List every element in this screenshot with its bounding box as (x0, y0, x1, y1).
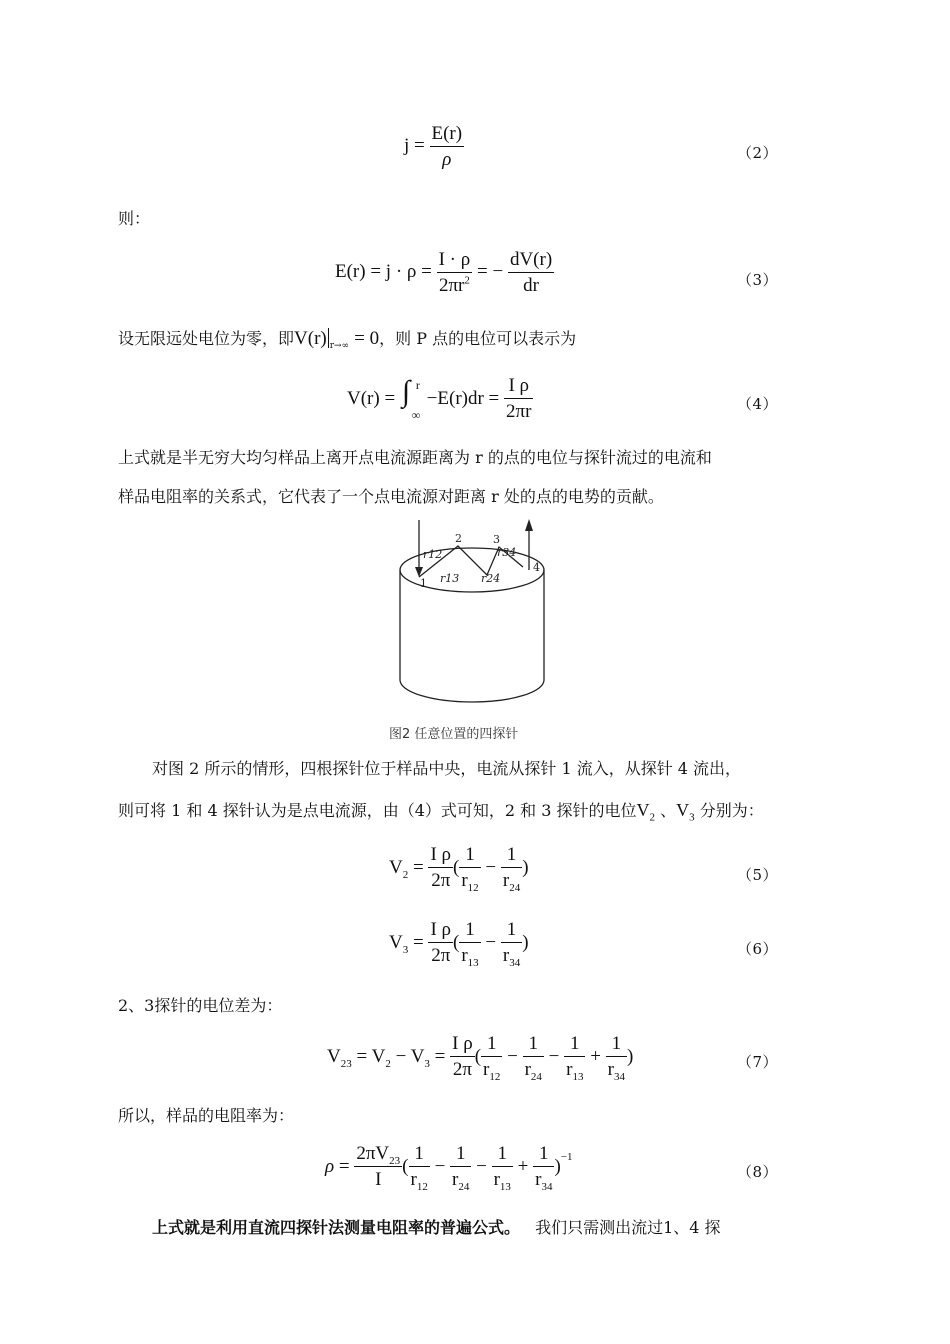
eq2-numerator: E(r) (431, 123, 463, 144)
eq3-number: （3） (737, 271, 779, 289)
label-probe-1: 1 (420, 577, 427, 590)
eq3-lhs: E(r) = j · ρ = (335, 260, 432, 282)
equation-7: $V_{23} = V_2 - V_3$ = $\frac{\text{I ρ}}{2\pi}$ ( $\frac{1}{r_{12}}$ − $\frac{1}{r_{24}}$ − $\frac{1}{r_{13}}$ + $\frac{1}{r_{34}}$ ) (327, 1033, 634, 1083)
label-probe-2: 2 (455, 532, 462, 545)
eq2-fraction (430, 124, 465, 169)
last-normal-text: 我们只需测出流过1、4 探 (535, 1218, 721, 1237)
eq2-lhs: j = (404, 134, 425, 156)
equation-8: ρ = $\frac{2\pi V_{23}}{I}$ ( $\frac{1}{r_{12}}$ − $\frac{1}{r_{24}}$ − $\frac{1}{r_{13}}$ + $\frac{1}{r_{34}}$ )$^{-1}$ (325, 1143, 573, 1193)
label-probe-4: 4 (533, 561, 540, 574)
eq3-f2-numerator: dV(r) (509, 249, 553, 270)
paragraph-fig-line1: 对图 2 所示的情形，四根探针位于样品中央，电流从探针 1 流入，从探针 4 流出， (152, 759, 742, 778)
paragraph-resistivity: 所以，样品的电阻率为： (118, 1106, 295, 1125)
four-probe-figure (395, 515, 550, 715)
equation-3 (335, 250, 554, 295)
eq2-number: （2） (737, 144, 779, 162)
equation-4 (347, 376, 533, 421)
eq4-number: （4） (737, 395, 779, 413)
p-inf-math: V(r) (294, 328, 327, 349)
p-inf-sub: r→∞ (329, 341, 350, 352)
eq4-numerator: I ρ (508, 375, 530, 396)
label-r13: r13 (440, 572, 460, 585)
paragraph-fig-line2: 则可将 1 和 4 探针认为是点电流源，由（4）式可知，2 和 3 探针的电位$V_2$ 、$V_3$ 分别为： (118, 800, 764, 824)
paragraph-desc-line2: 样品电阻率的关系式，它代表了一个点电流源对距离 r 处的点的电势的贡献。 (118, 487, 664, 506)
v2-inline: $V_2$ (636, 800, 656, 824)
v3-inline: $V_3$ (676, 800, 695, 824)
equation-5: $V_2$ = $\frac{\text{I ρ}}{2\pi}$ ( $\frac{1}{r_{12}}$ − $\frac{1}{r_{24}}$ ) (389, 844, 529, 894)
p-inf-before: 设无限远处电位为零，即 (118, 329, 295, 348)
paragraph-then: 则： (118, 209, 151, 228)
label-r24: r24 (481, 572, 501, 585)
eq8-number: （8） (737, 1163, 779, 1181)
paragraph-infinity (118, 328, 577, 352)
eq2-denominator: ρ (430, 146, 465, 169)
current-out-arrowhead (525, 519, 533, 531)
eq3-mid: = − (477, 260, 504, 282)
eq3-f2-denominator: dr (508, 272, 554, 295)
cylinder-bottom-arc (400, 680, 544, 702)
eq3-fraction-2 (508, 250, 554, 295)
paragraph-potential-diff: 2、3探针的电位差为： (118, 996, 283, 1015)
eq5-number: （5） (737, 866, 779, 884)
last-bold-text: 上式就是利用直流四探针法测量电阻率的普遍公式。 (152, 1218, 521, 1237)
p-inf-after: ，则 P 点的电位可以表示为 (379, 329, 577, 348)
paragraph-desc-line1: 上式就是半无穷大均匀样品上离开点电流源距离为 r 的点的电位与探针流过的电流和 (118, 448, 712, 467)
eq4-fraction (504, 376, 533, 421)
label-r34: r34 (497, 546, 517, 559)
eq4-lhs: V(r) = (347, 388, 396, 409)
eq3-f1-numerator: I · ρ (438, 249, 471, 270)
label-r12: r12 (423, 548, 443, 561)
eq4-denominator: 2πr (504, 398, 533, 421)
eq6-number: （6） (737, 940, 779, 958)
integral-symbol: ∫ r ∞ (401, 374, 421, 422)
eq7-number: （7） (737, 1053, 779, 1071)
eq4-integrand: −E(r)dr = (426, 388, 500, 409)
equation-2 (404, 124, 464, 169)
paragraph-last (152, 1220, 721, 1236)
p-inf-eq: = 0 (354, 328, 380, 349)
eq3-fraction-1 (437, 250, 473, 295)
figure-caption: 图2 任意位置的四探针 (389, 727, 519, 742)
label-probe-3: 3 (493, 533, 500, 546)
equation-6: $V_3$ = $\frac{\text{I ρ}}{2\pi}$ ( $\frac{1}{r_{13}}$ − $\frac{1}{r_{34}}$ ) (389, 919, 529, 969)
eq3-f1-denominator: $2\pi r^2$ (437, 272, 473, 295)
